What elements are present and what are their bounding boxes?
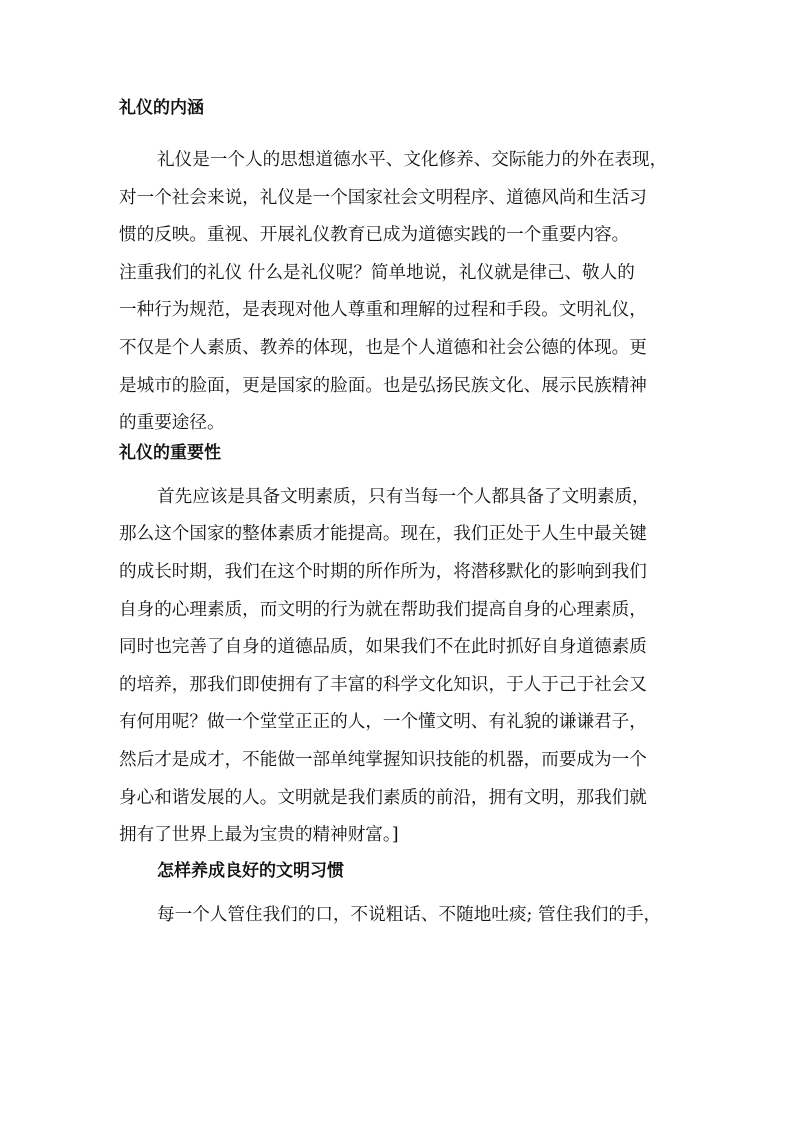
section-paragraph (119, 897, 677, 935)
paragraph-line: 不仅是个人素质、教养的体现，也是个人道德和社会公德的体现。更 (119, 337, 647, 358)
paragraph-line: 一种行为规范，是表现对他人尊重和理解的过程和手段。文明礼仪， (119, 300, 647, 321)
paragraph-line: 有何用呢？做一个堂堂正正的人，一个懂文明、有礼貌的谦谦君子， (119, 712, 647, 733)
section-paragraph (119, 142, 677, 443)
paragraph-line: 对一个社会来说，礼仪是一个国家社会文明程序、道德风尚和生活习 (119, 187, 647, 208)
paragraph-line: 那么这个国家的整体素质才能提高。现在，我们正处于人生中最关键 (119, 524, 647, 545)
paragraph-line: 然后才是成才，不能做一部单纯掌握知识技能的机器，而要成为一个 (119, 749, 647, 770)
paragraph-line: 自身的心理素质，而文明的行为就在帮助我们提高自身的心理素质， (119, 599, 647, 620)
section-etiquette-meaning (119, 96, 677, 443)
paragraph-line: 身心和谐发展的人。文明就是我们素质的前沿，拥有文明，那我们就 (119, 787, 647, 808)
paragraph-line: 是城市的脸面，更是国家的脸面。也是弘扬民族文化、展示民族精神 (119, 375, 647, 396)
section-paragraph (119, 479, 677, 855)
paragraph-line: 惯的反映。重视、开展礼仪教育已成为道德实践的一个重要内容。 (119, 225, 630, 246)
section-heading: 怎样养成良好的文明习惯 (157, 860, 344, 881)
paragraph-line: 的重要途径。 (119, 413, 225, 434)
paragraph-line: 的培养，那我们即使拥有了丰富的科学文化知识，于人于己于社会又 (119, 674, 647, 695)
paragraph-line: 礼仪是一个人的思想道德水平、文化修养、交际能力的外在表现， (157, 150, 668, 170)
paragraph-line: 首先应该是具备文明素质，只有当每一个人都具备了文明素质， (157, 486, 650, 507)
paragraph-line: 每一个人管住我们的口，不说粗话、不随地吐痰; 管住我们的手， (157, 904, 662, 925)
section-good-habits (119, 859, 677, 935)
document-page (119, 96, 677, 934)
section-heading: 礼仪的重要性 (119, 442, 221, 463)
paragraph-line: 的成长时期，我们在这个时期的所作所为，将潜移默化的影响到我们 (119, 561, 647, 582)
section-heading: 礼仪的内涵 (119, 98, 204, 118)
section-etiquette-importance (119, 441, 677, 855)
paragraph-line: 拥有了世界上最为宝贵的精神财富。] (119, 825, 399, 846)
paragraph-line: 注重我们的礼仪 什么是礼仪呢？简单地说，礼仪就是律己、敬人的 (119, 262, 635, 283)
paragraph-line: 同时也完善了自身的道德品质，如果我们不在此时抓好自身道德素质 (119, 637, 647, 658)
